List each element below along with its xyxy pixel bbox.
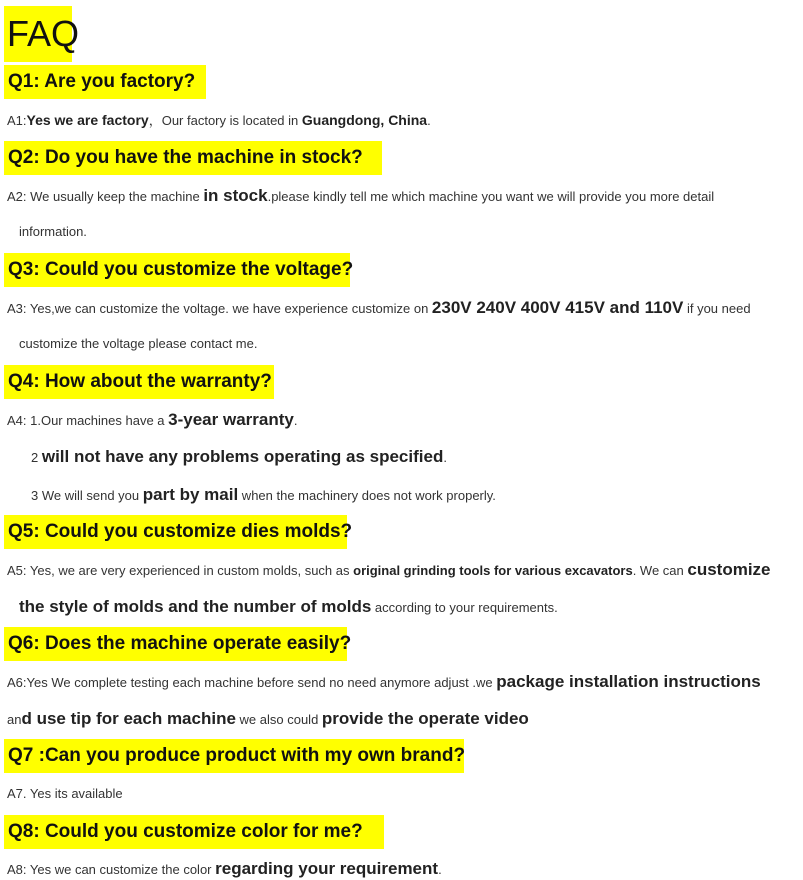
question-3: Q3: Could you customize the voltage? (4, 253, 350, 287)
answer-2-line-1 (7, 186, 714, 207)
answer-4-line-2 (31, 447, 447, 468)
answer-text: if you need (683, 301, 751, 316)
question-8: Q8: Could you customize color for me? (4, 815, 384, 849)
emphasis-text: original grinding tools for various excavators (353, 563, 633, 578)
answer-text: A6:Yes We complete testing each machine before send no need anymore adjust .we (7, 675, 497, 690)
emphasis-text: d use tip for each machine (21, 709, 236, 728)
answer-3-line-1 (7, 298, 751, 319)
answer-text: . (293, 413, 298, 428)
answer-text: .please kindly tell me which machine you want we will provide you more detail (267, 189, 715, 204)
answer-text: A7. Yes its available (7, 786, 123, 801)
emphasis-text: package installation instructions (496, 672, 761, 691)
question-5: Q5: Could you customize dies molds? (4, 515, 347, 549)
answer-6-line-1 (7, 672, 761, 693)
answer-3-line-2 (19, 334, 257, 354)
answer-text: A4: 1.Our machines have a (7, 413, 169, 428)
answer-text: we also could (235, 712, 322, 727)
answer-text: . (438, 862, 442, 877)
emphasis-text: part by mail (142, 485, 239, 504)
question-2: Q2: Do you have the machine in stock? (4, 141, 382, 175)
emphasis-text: regarding your requirement (215, 859, 439, 878)
answer-4-line-3 (31, 485, 496, 506)
answer-text: . (443, 450, 447, 465)
page-title: FAQ (4, 6, 72, 62)
question-4: Q4: How about the warranty? (4, 365, 274, 399)
answer-6-line-2 (7, 709, 529, 730)
answer-text: ，Our factory is located in (148, 113, 302, 128)
answer-text: . We can (632, 563, 688, 578)
question-7: Q7 :Can you produce product with my own brand? (4, 739, 464, 773)
answer-text: A2: We usually keep the machine (7, 189, 204, 204)
emphasis-text: 230V 240V 400V 415V and 110V (431, 298, 684, 317)
emphasis-text: will not have any problems operating as specified (41, 447, 444, 466)
emphasis-text: Yes we are factory (26, 112, 149, 128)
answer-text: A8: Yes we can customize the color (7, 862, 216, 877)
answer-text: A3: Yes,we can customize the voltage. we have experience customize on (7, 301, 432, 316)
answer-text: . (427, 113, 431, 128)
emphasis-text: customize (687, 560, 771, 579)
answer-7-line-1 (7, 784, 123, 804)
emphasis-text: 3-year warranty (168, 410, 294, 429)
answer-text: A1: (7, 113, 27, 128)
answer-text: 2 (31, 450, 42, 465)
answer-2-line-2 (19, 222, 87, 242)
answer-4-line-1 (7, 410, 297, 431)
answer-5-line-2 (19, 597, 558, 618)
answer-1-line-1 (7, 110, 431, 131)
emphasis-text: Guangdong, China (301, 112, 428, 128)
answer-text: customize the voltage please contact me. (19, 336, 258, 351)
answer-text: 3 We will send you (31, 488, 143, 503)
answer-text: information. (19, 224, 87, 239)
question-6: Q6: Does the machine operate easily? (4, 627, 347, 661)
answer-text: according to your requirements. (371, 600, 558, 615)
question-1: Q1: Are you factory? (4, 65, 206, 99)
emphasis-text: in stock (203, 186, 268, 205)
emphasis-text: the style of molds and the number of molds (19, 597, 372, 616)
answer-text: A5: Yes, we are very experienced in custom molds, such as (7, 563, 354, 578)
answer-8-line-1 (7, 859, 442, 880)
answer-5-line-1 (7, 560, 771, 581)
emphasis-text: provide the operate video (321, 709, 529, 728)
answer-text: an (7, 712, 22, 727)
answer-text: when the machinery does not work properly. (238, 488, 496, 503)
